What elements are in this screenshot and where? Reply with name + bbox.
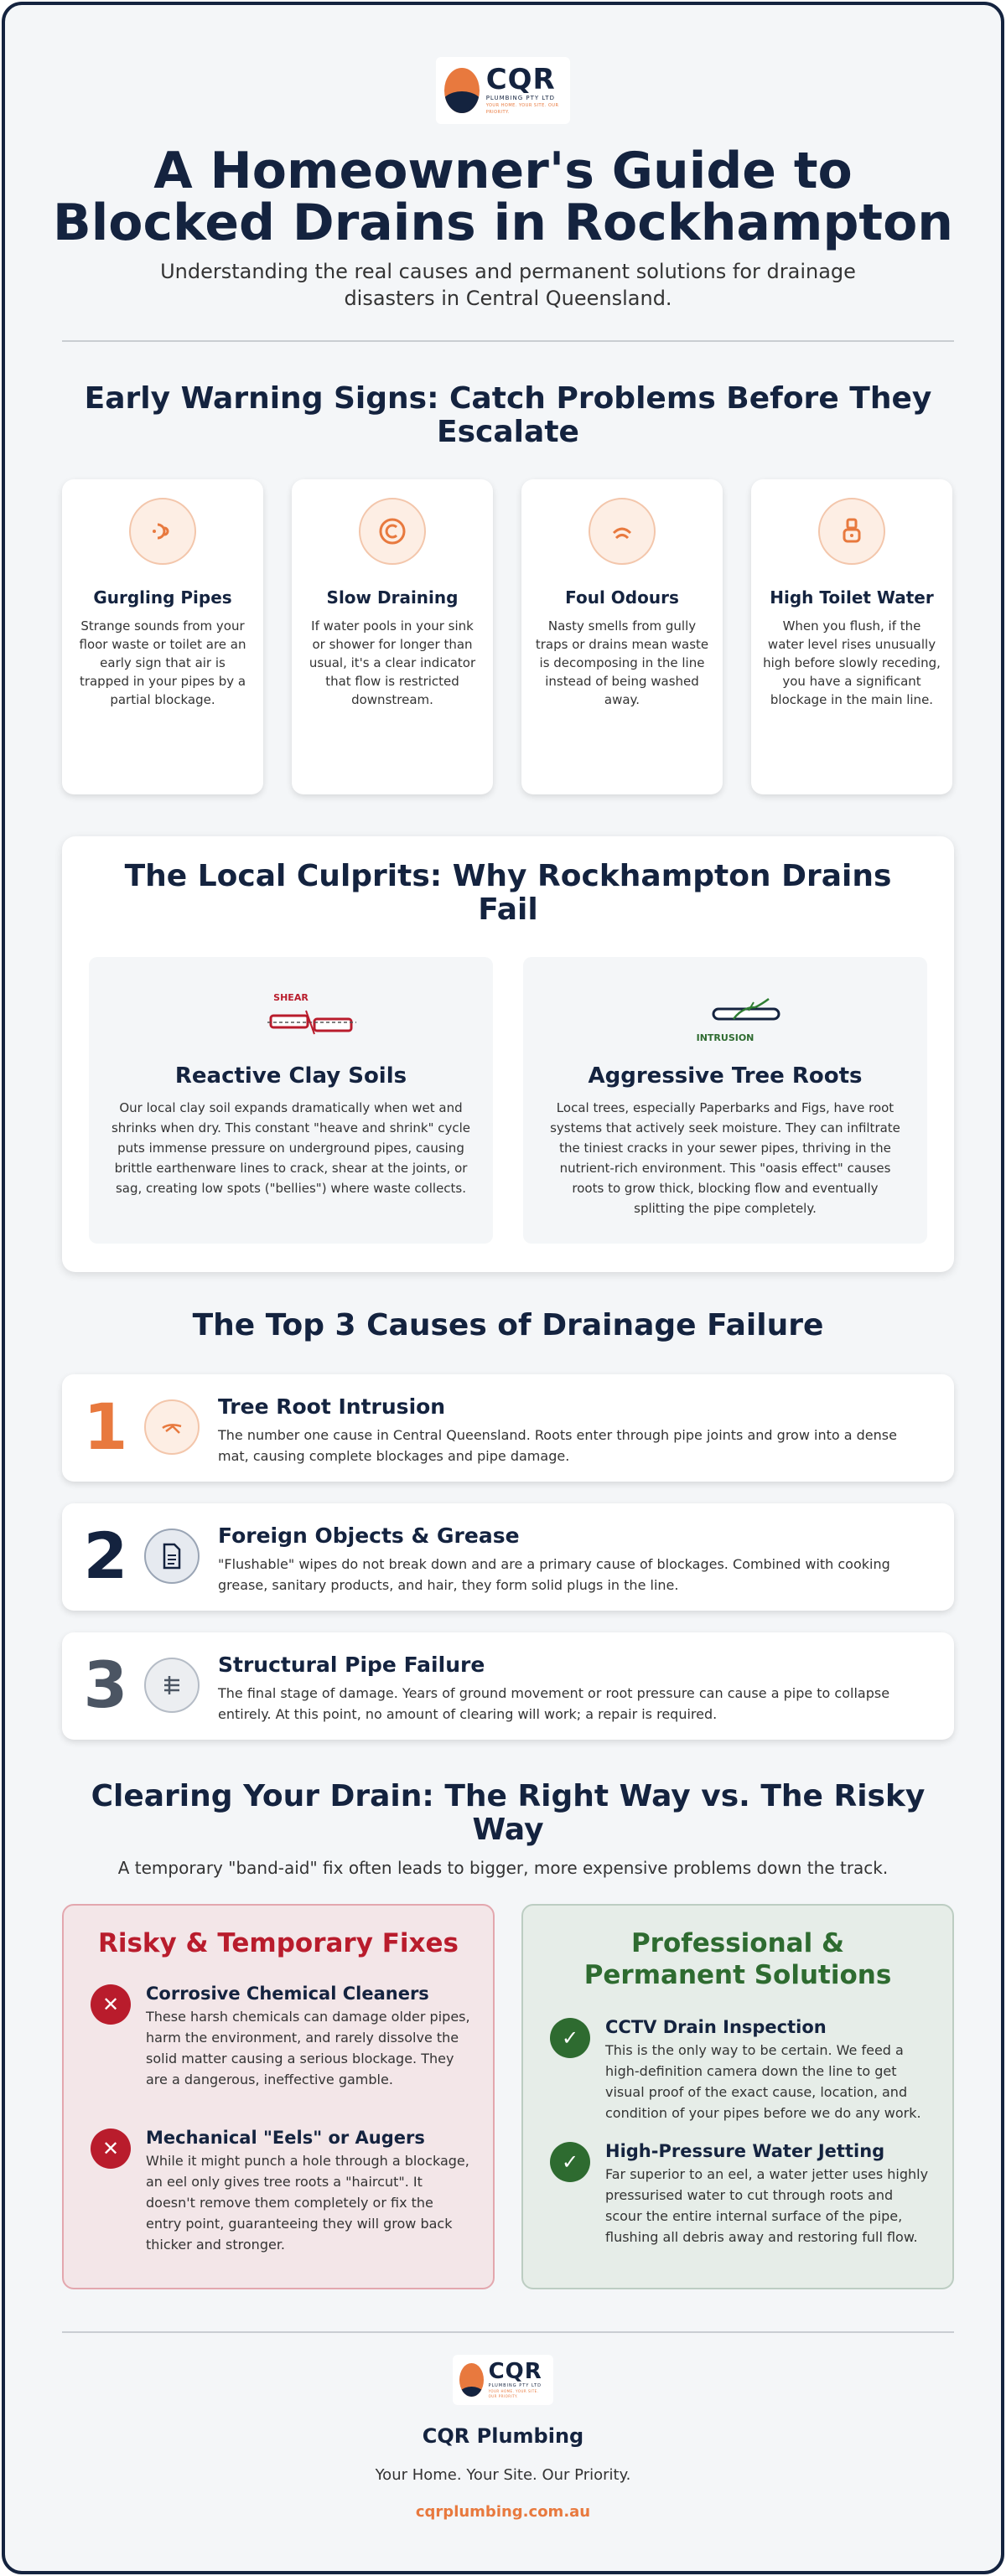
cause-text: The final stage of damage. Years of ground movement or root pressure can cause a pipe to collapse entirely. At this point, no amount of clearing will work; a repair is required. [218, 1685, 890, 1722]
logo-tagline: YOUR HOME. YOUR SITE. OUR PRIORITY. [485, 103, 559, 115]
pro-item-jetting [550, 2140, 927, 2274]
odour-icon [589, 498, 656, 565]
culprits-heading: The Local Culprits: Why Rockhampton Drains Fail [124, 859, 892, 927]
sound-wave-icon [129, 498, 196, 565]
risky-item-text: While it might punch a hole through a blockage, an eel only gives tree roots a "haircut". It doesn't remove them completely or fix the entry point, guaranteeing they will grow back thicker and stronger. [146, 2153, 469, 2253]
cause-number: 1 [83, 1389, 128, 1464]
risky-item-chemicals [91, 1983, 468, 2100]
warning-heading: Early Warning Signs: Catch Problems Before They Escalate [84, 381, 932, 449]
warning-card-text: Nasty smells from gully traps or drains mean waste is decomposing in the line instead of being washed away. [535, 618, 709, 707]
pro-item-text: Far superior to an eel, a water jetter uses highly pressurised water to cut through roots and scour the entire internal surface of the pipe, flushing all debris away and restoring full flow. [605, 2166, 929, 2245]
drain-swirl-icon [359, 498, 426, 565]
cause-text: The number one cause in Central Queensland. Roots enter through pipe joints and grow into a dense mat, causing complete blockages and pipe damage. [218, 1427, 897, 1464]
pro-item-title: CCTV Drain Inspection [605, 2017, 827, 2037]
divider [62, 340, 954, 342]
logo-text: CQR [488, 2359, 542, 2384]
warning-card-gurgling [62, 479, 263, 794]
cause-title: Tree Root Intrusion [218, 1394, 446, 1419]
pro-item-cctv [550, 2016, 927, 2134]
page-title-line2: Blocked Drains in Rockhampton [52, 194, 954, 252]
diagram-label-intrusion: INTRUSION [696, 1032, 754, 1043]
warning-card-slow-draining [292, 479, 493, 794]
cause-title: Foreign Objects & Grease [218, 1523, 520, 1548]
culprit-card-roots [523, 957, 927, 1244]
warning-card-text: Strange sounds from your floor waste or toilet are an early sign that air is trapped in your pipes by a partial blockage. [79, 618, 246, 707]
cause-text: "Flushable" wipes do not break down and are a primary cause of blockages. Combined with cooking grease, sanitary products, and hair, they form solid plugs in the line. [218, 1556, 890, 1593]
check-icon: ✓ [550, 2142, 590, 2182]
footer-website-link[interactable]: cqrplumbing.com.au [415, 2503, 591, 2521]
cause-title: Structural Pipe Failure [218, 1653, 485, 1677]
culprit-card-title: Reactive Clay Soils [174, 1063, 407, 1089]
diagram-label-shear: SHEAR [273, 992, 309, 1003]
warning-card-title: High Toilet Water [770, 587, 934, 608]
risky-item-text: These harsh chemicals can damage older pipes, harm the environment, and rarely dissolve the solid matter causing a serious blockage. They are a dangerous, ineffective gamble. [146, 2009, 470, 2087]
warning-card-text: When you flush, if the water level rises unusually high before slowly receding, you have a significant blockage in the main line. [763, 618, 941, 707]
pro-solutions-panel [521, 1904, 954, 2289]
close-icon: ✕ [91, 2129, 131, 2169]
pro-item-title: High-Pressure Water Jetting [605, 2141, 885, 2161]
risky-fixes-panel [62, 1904, 495, 2289]
culprit-card-text: Local trees, especially Paperbarks and Figs, have root systems that actively seek moisture. They can infiltrate the tiniest cracks in your sewer pipes, thriving in the nutrient-rich environment. This "oasis effect" causes roots to grow thick, blocking flow and eventually splitting the pipe completely. [550, 1100, 900, 1216]
pipe-crack-icon [144, 1658, 200, 1713]
root-intrusion-icon [545, 957, 905, 1049]
risky-fixes-title: Risky & Temporary Fixes [97, 1928, 459, 1958]
warning-card-title: Gurgling Pipes [93, 587, 232, 608]
warning-card-high-toilet-water [751, 479, 952, 794]
risky-item-title: Mechanical "Eels" or Augers [146, 2128, 425, 2148]
cause-item-3 [62, 1632, 954, 1740]
cause-number: 2 [83, 1518, 128, 1593]
pipe-shear-icon [111, 957, 471, 1049]
logo-mark-icon [444, 68, 480, 113]
page-subtitle: Understanding the real causes and permanent solutions for drainage disasters in Central Queensland. [160, 260, 856, 310]
check-icon: ✓ [550, 2018, 590, 2058]
risky-item-title: Corrosive Chemical Cleaners [146, 1984, 429, 2004]
footer-logo [453, 2355, 553, 2405]
page-frame [2, 2, 1004, 2574]
clearing-subtitle: A temporary "band-aid" fix often leads to bigger, more expensive problems down the track. [117, 1858, 889, 1878]
footer-divider [62, 2331, 954, 2333]
clearing-heading: Clearing Your Drain: The Right Way vs. The Risky Way [91, 1779, 926, 1847]
header-logo [436, 57, 570, 124]
causes-heading: The Top 3 Causes of Drainage Failure [192, 1308, 824, 1342]
toilet-icon [818, 498, 885, 565]
culprit-card-title: Aggressive Tree Roots [588, 1063, 863, 1089]
pro-solutions-title: Professional & Permanent Solutions [583, 1928, 892, 1990]
logo-subtext: PLUMBING PTY LTD [485, 95, 555, 101]
risky-item-eels [91, 2127, 468, 2261]
logo-tagline: YOUR HOME. YOUR SITE. OUR PRIORITY. [488, 2389, 539, 2398]
culprit-card-clay [89, 957, 493, 1244]
culprit-card-text: Our local clay soil expands dramatically when wet and shrinks when dry. This constant "heave and shrink" cycle puts immense pressure on underground pipes, causing brittle earthenware lines to crack, shear at the joints, or sag, creating low spots ("bellies") where waste collects. [111, 1100, 471, 1196]
logo-mark-icon [459, 2363, 484, 2397]
footer-company: CQR Plumbing [422, 2424, 584, 2448]
warning-card-title: Foul Odours [565, 587, 679, 608]
close-icon: ✕ [91, 1984, 131, 2025]
culprits-section [62, 836, 954, 1272]
cause-number: 3 [83, 1648, 128, 1722]
footer-tagline: Your Home. Your Site. Our Priority. [375, 2466, 631, 2484]
logo-text: CQR [485, 63, 556, 96]
logo-subtext: PLUMBING PTY LTD [488, 2383, 542, 2388]
cause-item-1 [62, 1374, 954, 1482]
tree-icon [144, 1399, 200, 1455]
page-title-line1: A Homeowner's Guide to [153, 142, 853, 200]
warning-card-title: Slow Draining [326, 587, 459, 608]
cause-item-2 [62, 1503, 954, 1611]
warning-card-text: If water pools in your sink or shower for longer than usual, it's a clear indicator that flow is restricted downstream. [309, 618, 476, 707]
document-icon [144, 1529, 200, 1584]
warning-card-foul-odours [521, 479, 723, 794]
pro-item-text: This is the only way to be certain. We feed a high-definition camera down the line to get visual proof of the exact cause, location, and condition of your pipes before we do any work. [605, 2042, 921, 2121]
